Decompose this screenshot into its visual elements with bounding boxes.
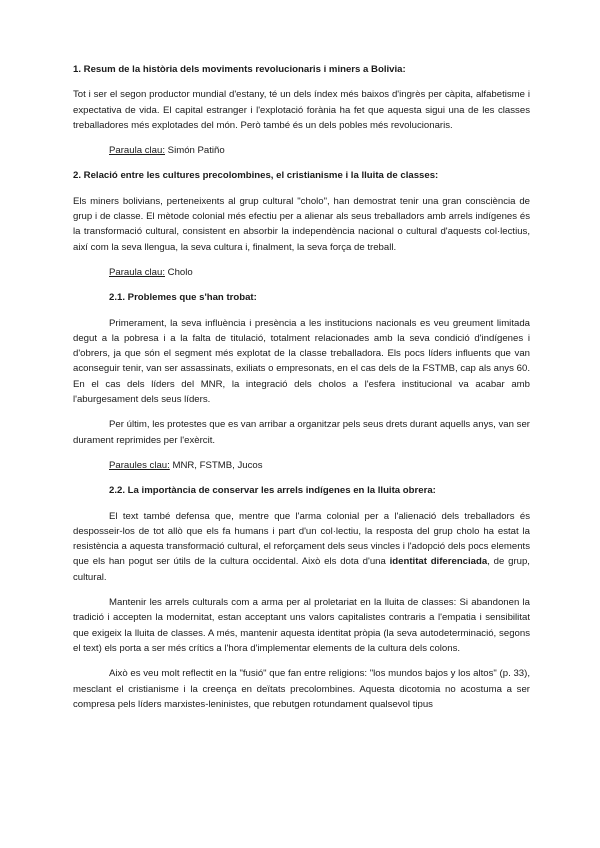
keywords-label: Paraula clau: — [109, 145, 165, 157]
section-2-1-keywords — [73, 458, 530, 473]
keywords-label: Paraules clau: — [109, 459, 170, 471]
section-2-heading: 2. Relació entre les cultures precolombines, el cristianisme i la lluita de classes: — [73, 170, 439, 182]
section-1-heading: 1. Resum de la història dels moviments revolucionaris i miners a Bolivia: — [73, 64, 406, 75]
section-2-1-heading: 2.1. Problemes que s'han trobat: — [109, 292, 257, 304]
document-page — [73, 62, 530, 712]
keywords-value: Simón Patiño — [165, 145, 225, 157]
section-1-keywords — [73, 143, 530, 158]
paragraph-text: El text també defensa que, mentre que l'arma colonial per a l'alienació dels treballadors és desposseir-los de tot allò que els fa humans i part d'un col·lectiu, la resposta del grup cholo ha estat la resistència a aquesta transformació cultural, el reforçament dels seus vincles i l'adopció dels pocs elements que els han pogut ser útils de la cultura occidental. Això els dota d'una — [73, 510, 530, 568]
section-2-2-paragraph-1 — [73, 509, 530, 585]
section-2-2-paragraph-2: Mantenir les arrels culturals com a arma per al proletariat en la lluita de classes: Si abandonen la tradició i accepten la modernitat, estan acceptant uns valors capitalistes contraris a l'empatia i sensibilitat que exigeix la lluita de classes. A més, mantenir aquesta identitat pròpia (la seva autodeterminació, segons el text) els porta a ser més crítics a l'hora d'implementar elements de la cultura dels colons. — [73, 597, 530, 654]
section-2-1-paragraph-2: Per últim, les protestes que es van arribar a organitzar pels seus drets durant aquells anys, van ser durament reprimides per l'exèrcit. — [73, 419, 530, 446]
section-2-1-paragraph-1: Primerament, la seva influència i presència a les institucions nacionals es veu greument limitada degut a la pobresa i a la falta de titulació, totalment relacionades amb la seva condició d'indígenes i d'obrers, ja que són el segment més explotat de la classe treballadora. Els pocs líders influents que van aconseguir tenir, van ser assassinats, exiliats o empresonats, en el cas dels de la FSTMB, cap als anys 60. En el cas dels líders del MNR, la integració dels cholos a l'esfera institucional va acabar amb l'aburgesament dels seus líders. — [73, 317, 530, 406]
keywords-value: Cholo — [165, 266, 193, 278]
section-1-body: Tot i ser el segon productor mundial d'estany, té un dels índex més baixos d'ingrès per càpita, alfabetisme i expectativa de vida. El capital estranger i l'explotació forània ha fet que aquesta sigui una de les classes treballadores més explotades del món. Però també és un dels pobles més revolucionaris. — [73, 89, 530, 131]
emphasis-text: identitat diferenciada — [389, 556, 488, 568]
section-2-2-heading: 2.2. La importància de conservar les arrels indígenes en la lluita obrera: — [109, 485, 436, 497]
section-2-body: Els miners bolivians, perteneixents al grup cultural "cholo", han demostrat tenir una gran consciència de grup i de classe. El mètode colonial més efectiu per a alienar als seus treballadors amb arrels indígenes és la transformació cultural, consistent en absorbir la independència nacional o cultural d'aquests col·lectius, així com la seva llengua, la seva cultura i, finalment, la seva força de treball. — [73, 195, 530, 253]
section-2-keywords — [73, 265, 530, 280]
keywords-label: Paraula clau: — [109, 266, 165, 278]
paragraph-text: , de grup, cultural. — [73, 556, 530, 583]
section-2-2-paragraph-3: Això es veu molt reflectit en la "fusió" que fan entre religions: "los mundos bajos y los altos" (p. 33), mesclant el cristianisme i la creença en deïtats precolombines. Aquesta dicotomia no acostuma a ser compresa pels líders marxistes-leninistes, que rebutgen rotundament qualsevol tipus — [73, 668, 530, 710]
keywords-value: MNR, FSTMB, Jucos — [169, 459, 263, 471]
